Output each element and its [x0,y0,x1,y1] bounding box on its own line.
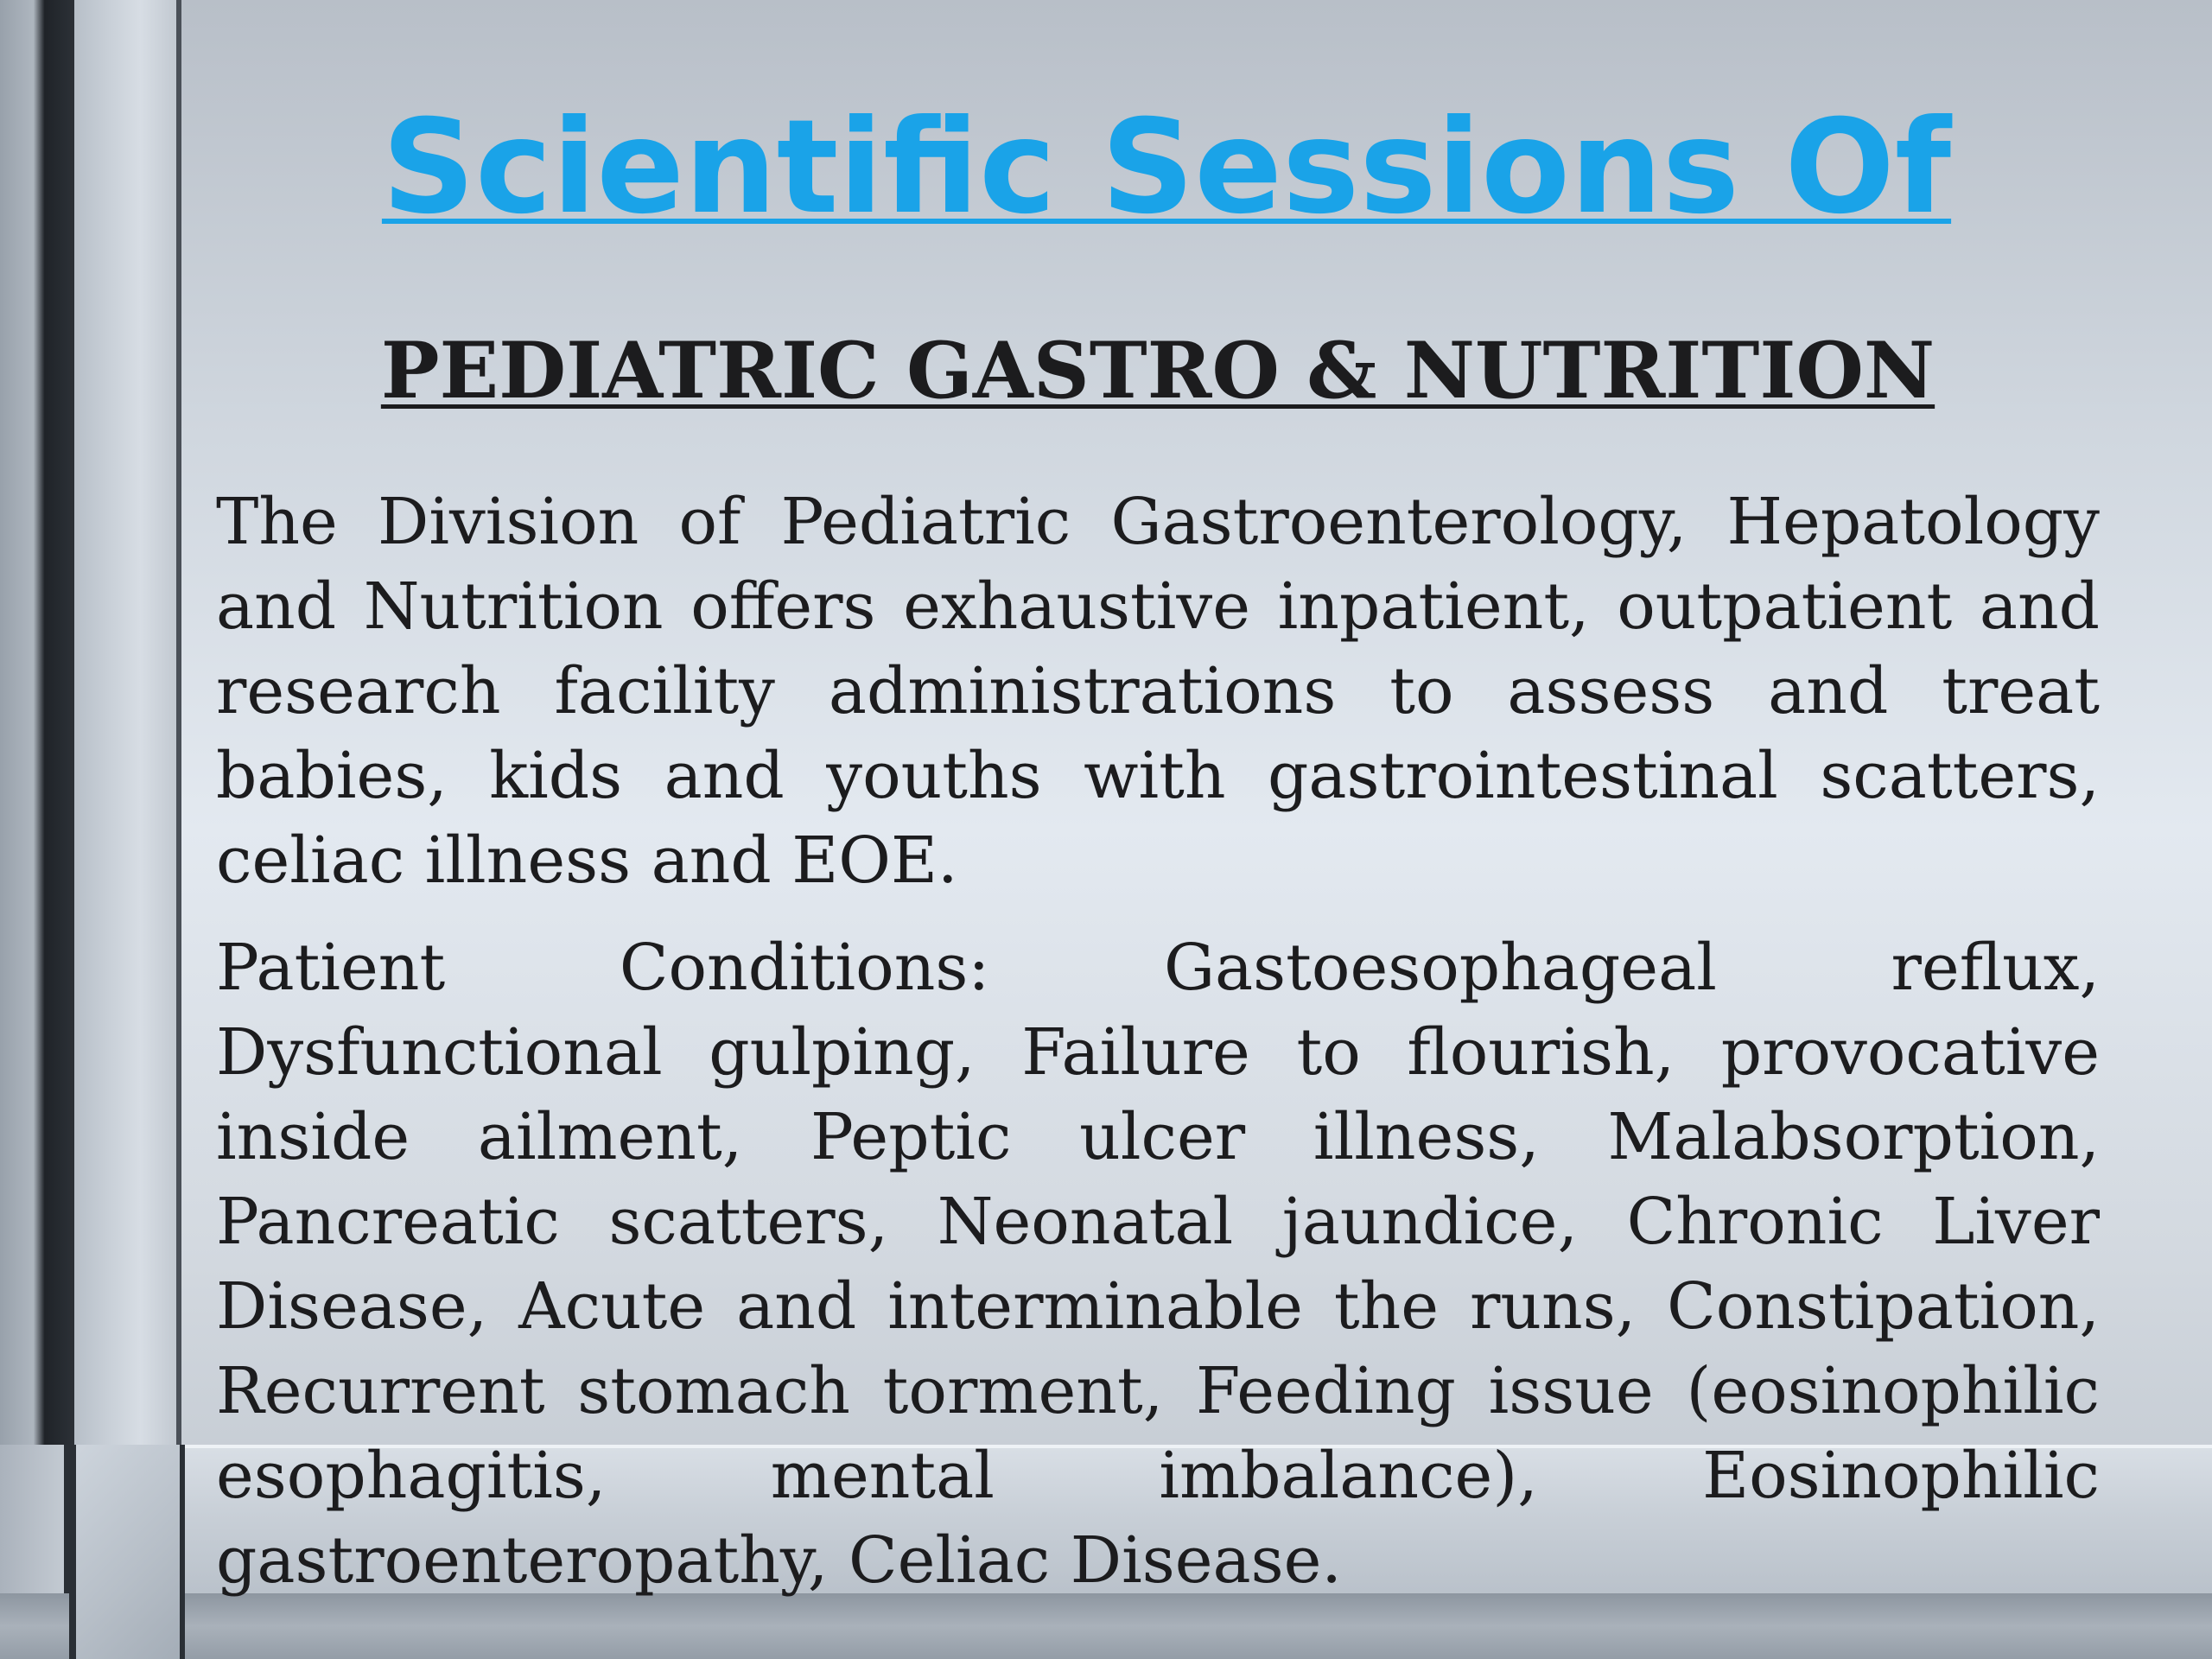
frame-vertical-light-bar [74,0,181,1659]
frame-vertical-dark-bar [0,0,74,1659]
frame-corner-left [0,1445,69,1593]
slide-title [216,93,2117,243]
slide-body [216,480,2100,1625]
slide-subtitle-text: PEDIATRIC GASTRO & NUTRITION [380,325,1936,416]
slide-title-text: Scientific Sessions Of [381,92,1952,243]
slide-subtitle [216,327,2100,416]
patient-conditions-paragraph: Patient Conditions: Gastoesophageal reflux, Dysfunctional gulping, Failure to flourish, provocative inside ailment, Peptic ulcer illness, Malabsorption, Pancreatic scatters, Neonatal jaundice, Chronic Liver Disease, Acute and interminable the runs, Constipation, Recurrent stomach torment, Feeding issue (eosinophilic esophagitis, mental imbalance), Eosinophilic gastroenteropathy, Celiac Disease. [216,931,2100,1598]
division-description-paragraph: The Division of Pediatric Gastroenterology, Hepatology and Nutrition offers exhaustive inpatient, outpatient and research facility administrations to assess and treat babies, kids and youths with gastrointestinal scatters, celiac illness and EOE. [216,485,2100,898]
frame-corner-block [69,1445,185,1659]
